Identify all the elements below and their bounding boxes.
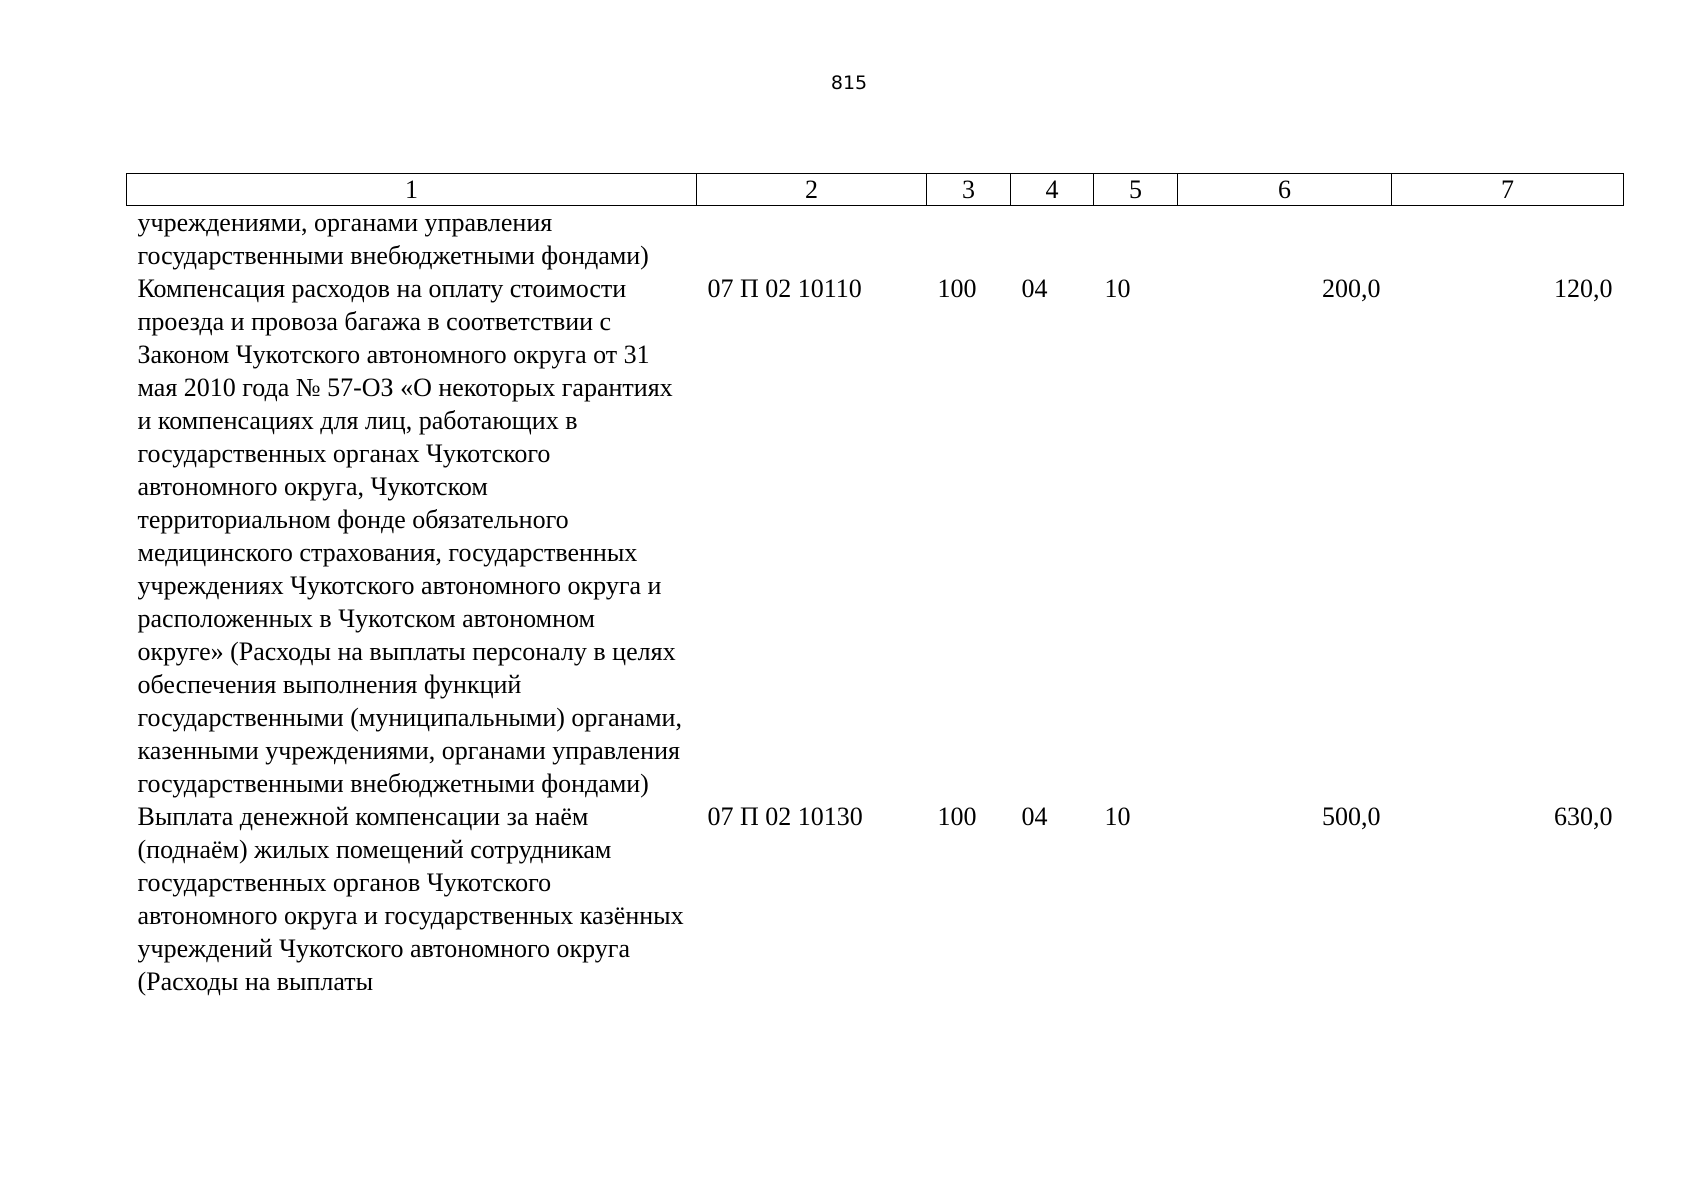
row-vr: 100 [937, 274, 977, 303]
row-csr: 07 П 02 10130 [707, 802, 863, 831]
header-row [127, 174, 1624, 206]
column-header-5: 5 [1094, 174, 1178, 206]
table-row [127, 272, 1624, 800]
row-sum-1: 200,0 [1322, 274, 1381, 303]
row-sum-2: 120,0 [1554, 274, 1613, 303]
row-pr: 10 [1104, 274, 1131, 303]
table-row [127, 800, 1624, 998]
column-header-4: 4 [1011, 174, 1094, 206]
column-header-6: 6 [1178, 174, 1392, 206]
row-csr: 07 П 02 10110 [707, 274, 862, 303]
row-rz [1011, 206, 1094, 273]
column-header-2: 2 [697, 174, 927, 206]
table-row [127, 206, 1624, 273]
row-vr [927, 206, 1011, 273]
row-name: Выплата денежной компенсации за наём (поднаём) жилых помещений сотрудникам государственных органов Чукотского автономного округа и государственных казённых учреждений Чукотского автономного округа (Расходы на выплаты [137, 802, 684, 996]
row-rz: 04 [1021, 802, 1048, 831]
budget-table [126, 173, 1624, 998]
row-rz: 04 [1021, 274, 1048, 303]
row-csr [697, 206, 927, 273]
row-sum-1: 500,0 [1322, 802, 1381, 831]
page-number: 815 [830, 72, 868, 94]
column-header-1: 1 [127, 174, 697, 206]
column-header-3: 3 [927, 174, 1011, 206]
row-vr: 100 [937, 802, 977, 831]
table-header [127, 174, 1624, 206]
row-sum-1 [1178, 206, 1392, 273]
row-sum-2 [1392, 206, 1624, 273]
column-header-7: 7 [1392, 174, 1624, 206]
row-name: учреждениями, органами управления государственными внебюджетными фондами) [137, 208, 649, 270]
row-pr: 10 [1104, 802, 1131, 831]
row-sum-2: 630,0 [1554, 802, 1613, 831]
row-name: Компенсация расходов на оплату стоимости проезда и провоза багажа в соответствии с Законом Чукотского автономного округа от 31 мая 2010 года № 57-ОЗ «О некоторых гарантиях и компенсациях для лиц, работающих в государственных органах Чукотского автономного округа, Чукотском территориальном фонде обязательного медицинского страхования, государственных учреждениях Чукотского автономного округа и расположенных в Чукотском автономном округе» (Расходы на выплаты персоналу в целях обеспечения выполнения функций государственными (муниципальными) органами, казенными учреждениями, органами управления государственными внебюджетными фондами) [137, 274, 682, 798]
row-pr [1094, 206, 1178, 273]
